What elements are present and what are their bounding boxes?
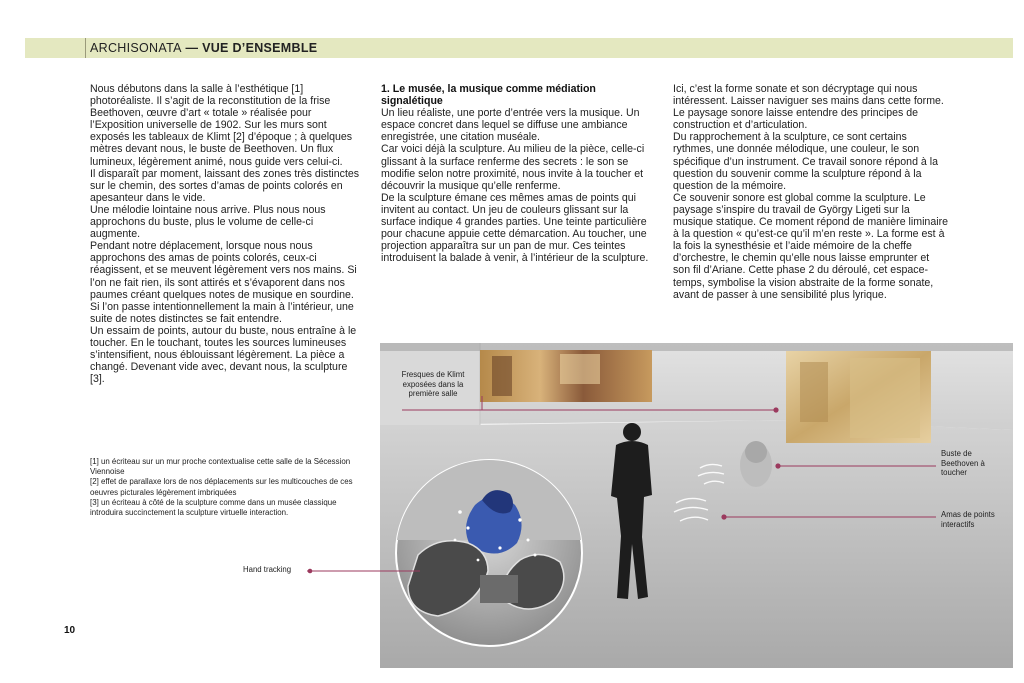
paragraph: Si l’on passe intentionnellement la main à l’intérieur, une suite de notes distinctes se fait entendre. (90, 300, 354, 325)
fresco-highlight (560, 354, 600, 384)
section-title: 1. Le musée, la musique comme médiation signalétique (381, 83, 596, 108)
paragraph: Un lieu réaliste, une porte d’entrée vers la musique. Un espace concret dans lequel se diffuse une ambiance enregistrée, une citation muséale. (381, 107, 640, 144)
label-interactive-points: Amas de points interactifs (941, 510, 995, 529)
footnote: [1] un écriteau sur un mur proche contextualise cette salle de la Sécession Viennoise (90, 457, 351, 477)
bust-head (745, 441, 767, 463)
paragraph: Car voici déjà la sculpture. Au milieu de la pièce, celle-ci glissant à la surface renferme des secrets : le son se modifie selon notre proximité, nous invite à la toucher et découvrir la musique qu’elle renferme. (381, 143, 645, 192)
label-hand-tracking: Hand tracking (243, 565, 292, 574)
paragraph: Il disparaît par moment, laissant des zones très distinctes sur le chemin, des sortes d’amas de points colorés en apesanteur dans le vide. (90, 167, 360, 204)
fresco-figure (850, 358, 920, 438)
label-klimt-frescoes: Fresques de Klimt exposées dans la première salle (401, 370, 465, 399)
paragraph: Du rapprochement à la sculpture, ce sont certains rythmes, une donnée mélodique, une couleur, le son spécifique d’un instrument. Ce travail sonore répond à la question du souvenir comme la sculpture répond à la question de la mémoire. (673, 131, 938, 192)
header-title: VUE D’ENSEMBLE (202, 41, 318, 55)
fresco-figure (492, 356, 512, 396)
ceiling-shadow (380, 343, 1013, 351)
page-number: 10 (64, 625, 76, 636)
paragraph: Pendant notre déplacement, lorsque nous nous approchons des amas de points colorés, ceux-ci réagissent, et se meuvent légèrement vers nos mains. Si l’on ne fait rien, ils sont attirés et s’évaporent dans nos paumes créant quelques notes de musique en sourdine. (90, 240, 357, 301)
paragraph: Nous débutons dans la salle à l’esthétique [1] photoréaliste. Il s’agit de la reconstitution de la frise Beethoven, œuvre d’art « totale » réalisée pour l’Exposition universelle de 1902. Sur les murs sont exposés les tableaux de Klimt [2] d’époque ; à quelques mètres devant nous, le buste de Beethoven. Un flux lumineux, légèrement animé, nous guide vers celui-ci. (90, 83, 353, 168)
paragraph: De la sculpture émane ces mêmes amas de points qui invitent au contact. Un jeu de couleurs glissant sur la surface indique 4 grandes parties. Une teinte particulière pour chacune appuie cette démarcation. Au toucher, une projection apparaîtra sur un pan de mur. Ces teintes introduisent la balade à venir, à l’intérieur de la sculpture. (381, 191, 649, 265)
paragraph: Ce souvenir sonore est global comme la sculpture. Le paysage s’inspire du travail de György Ligeti sur la musique statique. Ce moment répond de manière liminaire à la question « qu’est-ce qu’il m’en reste ». La forme est à la fois la synesthésie et l’aide mémoire de la cheffe d’orchestre, le chemin qu’elle nous laisse emprunter et son fil d’Ariane. Cette phase 2 du déroulé, cet espace-temps, symbolise la vision abstraite de la forme sonate, avant de passer à une sensibilité plus lyrique. (673, 191, 948, 301)
header-separator: — (181, 41, 203, 55)
paragraph: Une mélodie lointaine nous arrive. Plus nous nous approchons du buste, plus le volume de celle-ci augmente. (90, 203, 326, 241)
footnote: [2] effet de parallaxe lors de nos déplacements sur les multicouches de ces oeuvres picturales légèrement imbriquées (90, 477, 353, 497)
footnote: [3] un écriteau à côté de la sculpture comme dans un musée classique introduira succinctement la sculpture virtuelle interaction. (90, 497, 337, 518)
paragraph: Ici, c’est la forme sonate et son décryptage qui nous intéressent. Laisser naviguer ses mains dans cette forme. Le paysage sonore laisse entendre des principes de construction et d’articulation. (673, 83, 944, 132)
label-beethoven-bust: Buste de Beethoven à toucher (941, 449, 985, 478)
plinth (480, 575, 518, 603)
paragraph: Un essaim de points, autour du buste, nous entraîne à le toucher. En le touchant, toutes les sources lumineuses s’intensifient, nous éblouissant légèrement. La pièce a changé. Devenant vide avec, devant nous, la sculpture [3]. (90, 324, 357, 386)
fresco-figure (800, 362, 828, 422)
header-section: ARCHISONATA (90, 41, 182, 55)
